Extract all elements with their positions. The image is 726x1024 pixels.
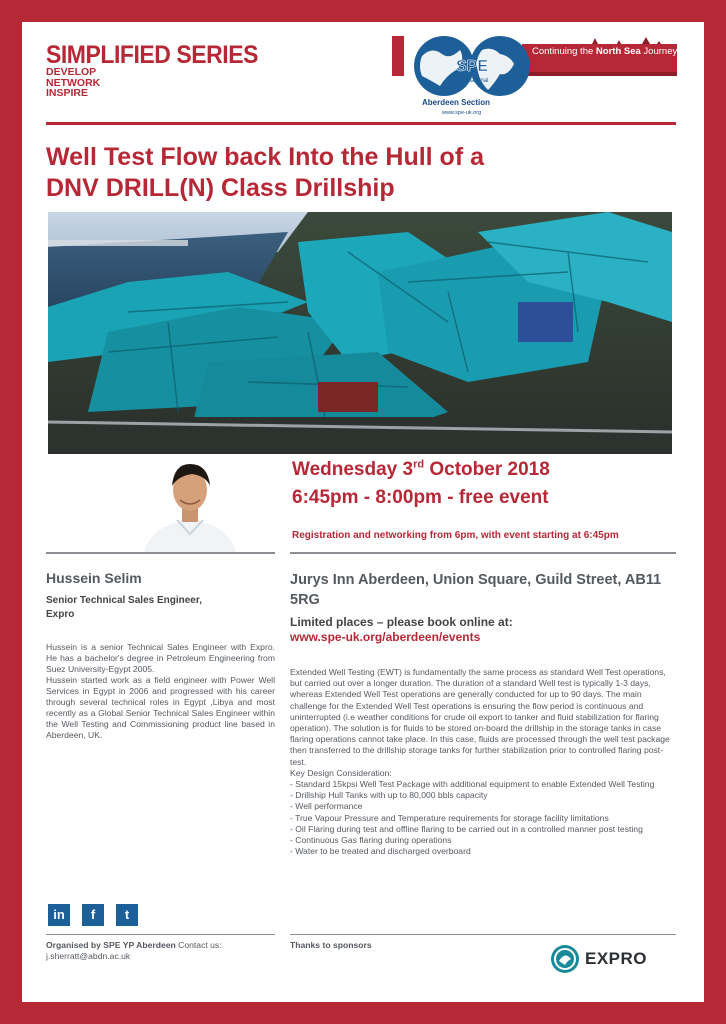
event-date: Wednesday 3rd October 2018 (292, 458, 550, 480)
event-title-line-2: DNV DRILL(N) Class Drillship (46, 174, 395, 202)
abstract-item: - True Vapour Pressure and Temperature requirements for storage facility limitations (290, 812, 609, 823)
abstract-item: - Continuous Gas flaring during operations (290, 835, 452, 846)
facebook-icon[interactable]: f (82, 904, 104, 926)
twitter-icon[interactable]: t (116, 904, 138, 926)
header-divider (46, 122, 676, 125)
booking-link[interactable]: www.spe-uk.org/aberdeen/events (290, 630, 481, 644)
linkedin-icon[interactable]: in (48, 904, 70, 926)
abstract-item: - Standard 15kpsi Well Test Package with additional equipment to enable Extended Well Testing (290, 779, 655, 790)
speaker-name: Hussein Selim (46, 570, 142, 586)
abstract-intro: Extended Well Testing (EWT) is fundamentally the same process as standard Well Test operations, but carried out over a longer duration. The duration of a standard Well test is typically 1-3 days, whereas Extended Well Test operations are generally conducted for up to 90 days. The main challenge for the Extended Well Test operations is ensuring the flow period is continuous and uninterrupted (i.e weather conditions for crude oil export to tanker and fluid stabilization for flaring operation). The solution is for fluids to be stored on-board the drillship in the storage tanks in case flaring operations cannot take place. In this case, fluids are processed through the well test package then transferred to the drillship storage tanks for further stabilization prior to controlled flaring post-test. (290, 667, 670, 767)
event-schedule (292, 456, 672, 512)
expro-wordmark: EXPRO (585, 949, 648, 968)
drillship-deck-photo (48, 212, 672, 454)
abstract-item: - Oil Flaring during test and offline flaring to be carried out in a controlled manner post testing (290, 823, 643, 834)
spe-logo-text: SPE (455, 58, 489, 75)
speaker-bio-paragraph-2: Hussein started work as a field engineer with Power Well Services in Egypt in 2006 and progressed with his career through several technical roles in Egypt ,Libya and most recently as a Global Senior Technical Sales Engineer within the Well Testing and Commissioning product line based in Aberdeen, UK. (46, 675, 275, 740)
speaker-role: Senior Technical Sales Engineer, Expro (46, 595, 202, 620)
series-word-network: NETWORK (46, 76, 101, 89)
speaker-portrait (122, 456, 257, 552)
footer-divider-left (46, 934, 275, 935)
series-word-inspire: INSPIRE (46, 87, 89, 99)
sponsor-thanks: Thanks to sponsors (290, 940, 372, 950)
venue-address: Jurys Inn Aberdeen, Union Square, Guild Street, AB11 5RG (290, 572, 662, 608)
event-flyer (22, 22, 704, 1002)
spe-tagline: Continuing the North Sea Journey (532, 46, 678, 57)
speaker-bio-paragraph-1: Hussein is a senior Technical Sales Engineer with Expro. He has a bachelor's degree in Petroleum Engineering from Suez University-Egypt 2005. (46, 642, 275, 674)
speaker-bio (46, 642, 275, 741)
footer-divider-right (290, 934, 676, 935)
registration-note: Registration and networking from 6pm, with event starting at 6:45pm (292, 530, 619, 541)
abstract-item: - Water to be treated and discharged overboard (290, 846, 471, 857)
series-words (46, 67, 136, 99)
abstract-heading: Key Design Consideration: (290, 767, 392, 778)
spe-section: Aberdeen Section (422, 98, 491, 107)
divider-left (46, 552, 275, 554)
abstract-item: - Well performance (290, 801, 363, 812)
series-title: SIMPLIFIED SERIES (46, 41, 259, 69)
contact-email[interactable]: j.sherratt@abdn.ac.uk (46, 951, 131, 961)
spe-url: www.spe-uk.org (442, 110, 482, 116)
event-title-line-1: Well Test Flow back Into the Hull of a (46, 143, 485, 171)
talk-abstract (290, 667, 676, 857)
event-title (46, 142, 676, 204)
booking-note: Limited places – please book online at: (290, 615, 513, 629)
organiser-name: Organised by SPE YP Aberdeen (46, 940, 176, 950)
spe-logo-sub: International (455, 78, 489, 84)
abstract-item: - Drillship Hull Tanks with up to 80,000 bbls capacity (290, 790, 488, 801)
event-time: 6:45pm - 8:00pm - free event (292, 487, 549, 508)
organiser-info: Organised by SPE YP Aberdeen Contact us: j.sherratt@abdn.ac.uk (46, 940, 222, 961)
series-word-develop: DEVELOP (46, 66, 97, 78)
divider-right (290, 552, 676, 554)
